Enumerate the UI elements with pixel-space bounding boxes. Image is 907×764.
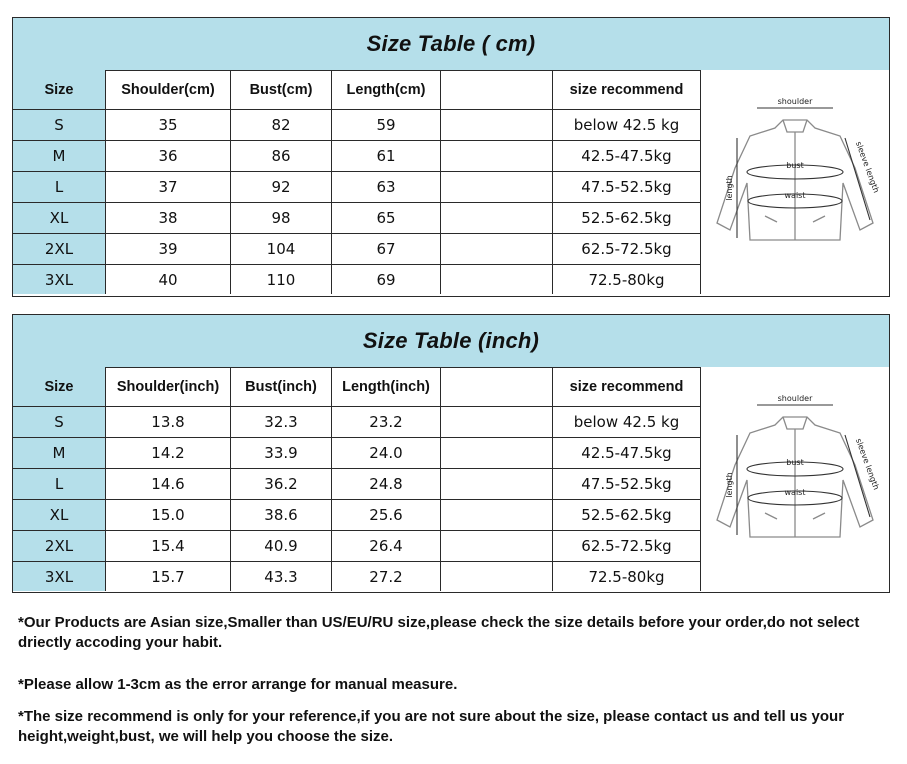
column-header: size recommend — [553, 367, 701, 407]
shoulder-label: shoulder — [777, 98, 813, 106]
jacket-outline-icon — [705, 395, 885, 565]
note-size-reference: *The size recommend is only for your reference,if you are not sure about the size, please contact us and tell us your height,weight,bust, we will help you choose the size. — [18, 708, 845, 745]
measurement-cell: 27.2 — [332, 562, 441, 591]
weight-recommend-cell: 62.5-72.5kg — [553, 234, 701, 265]
bust-label: bust — [786, 457, 804, 467]
size-label-cell: L — [13, 172, 106, 203]
jacket-outline-icon — [705, 98, 885, 268]
measurement-cell: 67 — [332, 234, 441, 265]
empty-cell — [441, 500, 553, 531]
measurement-cell: 26.4 — [332, 531, 441, 562]
empty-cell — [441, 141, 553, 172]
size-label-cell: 3XL — [13, 562, 106, 591]
weight-recommend-cell: below 42.5 kg — [553, 407, 701, 438]
measurement-cell: 36 — [106, 141, 231, 172]
waist-label: waist — [784, 191, 806, 200]
column-header: Size — [13, 70, 106, 110]
size-label-cell: S — [13, 110, 106, 141]
measurement-cell: 15.0 — [106, 500, 231, 531]
table-title: Size Table (inch) — [13, 315, 889, 368]
measurement-cell: 38 — [106, 203, 231, 234]
weight-recommend-cell: 52.5-62.5kg — [553, 500, 701, 531]
size-label-cell: M — [13, 438, 106, 469]
measurement-cell: 37 — [106, 172, 231, 203]
jacket-measurement-diagram — [701, 70, 889, 296]
column-header: Length(cm) — [332, 70, 441, 110]
measurement-cell: 35 — [106, 110, 231, 141]
size-label-cell: XL — [13, 203, 106, 234]
size-label-cell: XL — [13, 500, 106, 531]
length-label: length — [725, 175, 734, 201]
empty-cell — [441, 265, 553, 294]
column-header: Length(inch) — [332, 367, 441, 407]
measurement-cell: 104 — [231, 234, 332, 265]
sleeve-length-label: sleeve length — [853, 140, 881, 195]
measurement-cell: 63 — [332, 172, 441, 203]
size-label-cell: 2XL — [13, 531, 106, 562]
column-header: Shoulder(inch) — [106, 367, 231, 407]
note-measure-error: *Please allow 1-3cm as the error arrange for manual measure. — [18, 676, 458, 693]
size-table-cm — [12, 17, 890, 297]
size-label-cell: 3XL — [13, 265, 106, 294]
measurement-cell: 13.8 — [106, 407, 231, 438]
empty-cell — [441, 407, 553, 438]
empty-cell — [441, 172, 553, 203]
column-header: size recommend — [553, 70, 701, 110]
weight-recommend-cell: 72.5-80kg — [553, 562, 701, 591]
length-label: length — [725, 471, 734, 498]
size-table-inch — [12, 314, 890, 593]
measurement-cell: 24.0 — [332, 438, 441, 469]
weight-recommend-cell: 47.5-52.5kg — [553, 172, 701, 203]
measurement-cell: 86 — [231, 141, 332, 172]
measurement-cell: 36.2 — [231, 469, 332, 500]
note-asian-size: *Our Products are Asian size,Smaller than US/EU/RU size,please check the size details before your order,do not select driectly accoding your habit. — [18, 614, 860, 651]
shoulder-label: shoulder — [777, 394, 813, 403]
column-header: Shoulder(cm) — [106, 70, 231, 110]
column-header: Bust(cm) — [231, 70, 332, 110]
measurement-cell: 65 — [332, 203, 441, 234]
bust-label: bust — [786, 161, 804, 170]
size-label-cell: L — [13, 469, 106, 500]
measurement-cell: 69 — [332, 265, 441, 294]
measurement-cell: 43.3 — [231, 562, 332, 591]
header-empty-cell — [441, 367, 553, 407]
weight-recommend-cell: 62.5-72.5kg — [553, 531, 701, 562]
measurement-cell: 82 — [231, 110, 332, 141]
weight-recommend-cell: 42.5-47.5kg — [553, 438, 701, 469]
size-label-cell: S — [13, 407, 106, 438]
measurement-cell: 40 — [106, 265, 231, 294]
measurement-cell: 40.9 — [231, 531, 332, 562]
empty-cell — [441, 531, 553, 562]
empty-cell — [441, 469, 553, 500]
measurement-cell: 25.6 — [332, 500, 441, 531]
measurement-cell: 98 — [231, 203, 332, 234]
weight-recommend-cell: below 42.5 kg — [553, 110, 701, 141]
measurement-cell: 59 — [332, 110, 441, 141]
measurement-cell: 15.4 — [106, 531, 231, 562]
measurement-cell: 23.2 — [332, 407, 441, 438]
measurement-cell: 92 — [231, 172, 332, 203]
measurement-cell: 15.7 — [106, 562, 231, 591]
measurement-cell: 110 — [231, 265, 332, 294]
empty-cell — [441, 562, 553, 591]
weight-recommend-cell: 52.5-62.5kg — [553, 203, 701, 234]
waist-label: waist — [784, 487, 806, 497]
jacket-measurement-diagram — [701, 367, 889, 592]
weight-recommend-cell: 42.5-47.5kg — [553, 141, 701, 172]
measurement-cell: 14.2 — [106, 438, 231, 469]
size-label-cell: M — [13, 141, 106, 172]
weight-recommend-cell: 72.5-80kg — [553, 265, 701, 294]
measurement-cell: 61 — [332, 141, 441, 172]
empty-cell — [441, 110, 553, 141]
measurement-cell: 24.8 — [332, 469, 441, 500]
table-title: Size Table ( cm) — [13, 18, 889, 71]
size-label-cell: 2XL — [13, 234, 106, 265]
weight-recommend-cell: 47.5-52.5kg — [553, 469, 701, 500]
measurement-cell: 39 — [106, 234, 231, 265]
empty-cell — [441, 234, 553, 265]
empty-cell — [441, 438, 553, 469]
empty-cell — [441, 203, 553, 234]
column-header: Bust(inch) — [231, 367, 332, 407]
measurement-cell: 14.6 — [106, 469, 231, 500]
measurement-cell: 38.6 — [231, 500, 332, 531]
sleeve-length-label: sleeve length — [853, 436, 881, 491]
measurement-cell: 33.9 — [231, 438, 332, 469]
header-empty-cell — [441, 70, 553, 110]
measurement-cell: 32.3 — [231, 407, 332, 438]
column-header: Size — [13, 367, 106, 407]
